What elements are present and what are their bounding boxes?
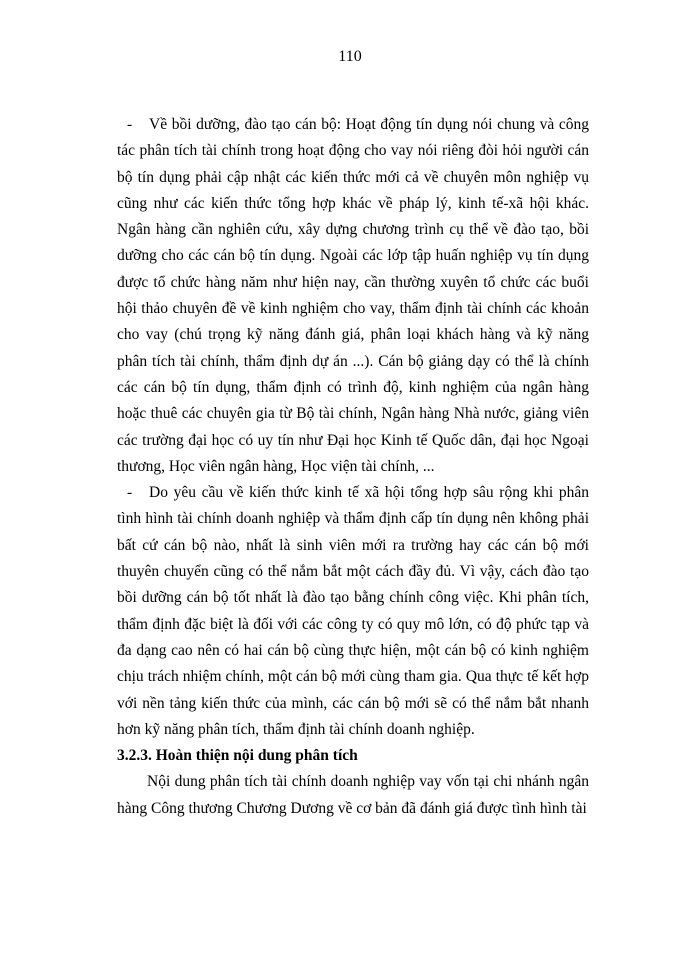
bullet-paragraph-training	[117, 112, 589, 480]
paragraph-text: Về bồi dưỡng, đào tạo cán bộ: Hoạt động tín dụng nói chung và công tác phân tích tài chính trong hoạt động cho vay nói riêng đòi hỏi người cán bộ tín dụng phải cập nhật các kiến thức mới cả về chuyên môn nghiệp vụ cũng như các kiến thức tổng hợp khác về pháp lý, kinh tế-xã hội khác. Ngân hàng cần nghiên cứu, xây dựng chương trình cụ thể về đào tạo, bồi dưỡng cho các cán bộ tín dụng. Ngoài các lớp tập huấn nghiệp vụ tín dụng được tổ chức hàng năm như hiện nay, cần thường xuyên tổ chức các buổi hội thảo chuyên đề về kinh nghiệm cho vay, thẩm định tài chính các khoản cho vay (chú trọng kỹ năng đánh giá, phân loại khách hàng và kỹ năng phân tích tài chính, thẩm định dự án ...). Cán bộ giảng dạy có thể là chính các cán bộ tín dụng, thẩm định có trình độ, kinh nghiệm của ngân hàng hoặc thuê các chuyên gia từ Bộ tài chính, Ngân hàng Nhà nước, giảng viên các trường đại học có uy tín như Đại học Kinh tế Quốc dân, đại học Ngoại thương, Học viên ngân hàng, Học viện tài chính, ...	[117, 116, 589, 475]
bullet-marker: -	[127, 484, 133, 502]
bullet-marker: -	[127, 116, 133, 133]
paragraph-text: Do yêu cầu về kiến thức kinh tế xã hội tổng hợp sâu rộng khi phân tình hình tài chính doanh nghiệp và thẩm định cấp tín dụng nên không phải bất cứ cán bộ nào, nhất là sinh viên mới ra trường hay các cán bộ mới thuyên chuyển cũng có thể nắm bắt một cách đầy đủ. Vì vậy, cách đào tạo bồi dưỡng cán bộ tốt nhất là đào tạo bằng chính công việc. Khi phân tích, thẩm định đặc biệt là đối với các công ty có quy mô lớn, có độ phức tạp và đa dạng cao nên có hai cán bộ cùng thực hiện, một cán bộ có kinh nghiệm chịu trách nhiệm chính, một cán bộ mới cùng tham gia. Qua thực tế kết hợp với nền tảng kiến thức của mình, các cán bộ mới sẽ có thể nắm bắt nhanh hơn kỹ năng phân tích, thẩm định tài chính doanh nghiệp.	[117, 484, 589, 738]
page-number: 110	[338, 48, 362, 65]
bullet-paragraph-on-the-job	[117, 480, 589, 743]
section-heading: 3.2.3. Hoàn thiện nội dung phân tích	[117, 747, 358, 765]
closing-paragraph: Nội dung phân tích tài chính doanh nghiệp vay vốn tại chi nhánh ngân hàng Công thương Chương Dương về cơ bản đã đánh giá được tình hình tài	[117, 773, 589, 817]
page-content	[117, 112, 589, 822]
